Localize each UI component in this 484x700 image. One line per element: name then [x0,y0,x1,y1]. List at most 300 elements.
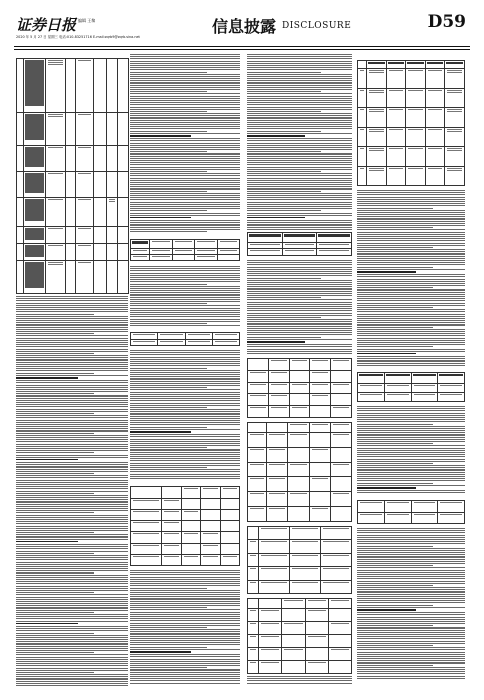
text-line [130,431,191,433]
text-line [357,583,465,584]
text-line [357,559,465,560]
text-line [247,89,352,90]
text-line [357,478,465,479]
text-line [16,495,128,496]
text-line [16,544,128,545]
text-line [130,93,240,94]
text-line [357,253,465,254]
text-line [130,164,240,165]
text-line [247,286,352,287]
text-line [16,404,128,405]
newspaper-logo: 证券日报 [16,16,77,34]
text-line [130,649,240,650]
text-line [357,465,465,466]
text-line [247,269,352,270]
text-line [247,140,352,141]
text-line [247,297,321,298]
text-line [357,329,465,330]
text-line [357,581,465,582]
text-line [130,319,240,320]
text-line [130,229,240,230]
text-line [357,454,465,455]
text-line [16,607,128,608]
text-line [357,469,465,470]
text-line [357,476,465,477]
text-line [357,619,465,620]
text-line [130,427,207,428]
text-line [130,460,240,461]
text-line [130,416,240,417]
text-line [130,104,240,105]
text-line [357,546,433,547]
text-line [247,98,352,99]
text-line [130,445,240,446]
text-line [16,628,128,629]
text-line [357,267,433,268]
text-line [130,321,240,322]
text-line [16,333,94,334]
text-line [16,391,128,392]
text-line [130,618,240,619]
text-line [357,292,465,293]
text-line [130,605,240,606]
text-line [357,271,416,273]
text-line [247,220,352,221]
text-line [130,447,207,448]
text-line [357,535,465,536]
text-line [357,623,465,624]
text-line [130,354,240,355]
text-line [247,65,352,66]
header-rule-thin [14,49,470,50]
text-line [130,350,240,351]
text-line [357,269,465,270]
text-line [247,111,321,112]
text-line [357,223,465,224]
text-line [130,577,240,578]
text-line [357,192,465,193]
text-line [247,351,352,352]
text-line [16,459,78,461]
text-line [130,143,240,144]
text-line [16,528,128,529]
text-line [16,368,128,369]
text-line [16,413,94,414]
text-line [16,577,128,578]
text-line [130,135,191,137]
text-line [130,443,240,444]
text-line [357,587,465,588]
text-line [357,609,416,611]
text-line [16,329,128,330]
text-line [130,636,240,637]
text-line [130,180,240,181]
text-line [130,74,240,75]
text-line [357,658,465,659]
text-line [16,353,94,354]
text-line [357,318,465,319]
text-line [247,206,352,207]
text-line [130,363,240,364]
text-line [247,160,352,161]
text-line [357,349,465,350]
text-line [247,113,352,114]
text-line [247,100,352,101]
text-line [247,74,352,75]
text-line [130,594,240,595]
text-line [247,683,352,684]
text-line [16,499,128,500]
text-line [357,612,465,613]
text-line [357,314,465,315]
masthead [14,12,470,48]
text-line [247,158,352,159]
text-line [130,288,240,289]
text-line [16,590,128,591]
text-line [130,616,240,617]
text-line [130,471,240,472]
text-line [357,448,465,449]
text-line [16,508,128,509]
text-line [16,530,128,531]
text-line [16,670,128,671]
text-line [247,120,352,121]
text-line [16,536,128,537]
text-line [247,313,352,314]
text-line [357,340,465,341]
text-line [247,124,352,125]
text-line [247,271,352,272]
text-line [16,355,128,356]
text-line [130,124,240,125]
text-line [247,147,352,148]
text-line [130,169,240,170]
text-line [16,296,128,297]
text-line [357,333,465,334]
table-column3-a [247,232,352,256]
text-line [357,570,465,571]
text-line [357,203,465,204]
text-line [16,559,128,560]
text-line [357,662,465,663]
text-line [130,217,191,219]
text-line [130,65,240,66]
text-line [357,485,465,486]
text-line [357,342,465,343]
text-line [247,339,352,340]
text-line [247,678,352,679]
text-line [130,378,240,379]
text-line [16,562,128,563]
text-line [130,199,240,200]
text-line [130,151,207,152]
text-line [247,69,352,70]
text-line [247,54,352,55]
text-line [357,537,465,538]
text-line [16,430,128,431]
text-line [357,641,465,642]
text-line [357,201,465,202]
text-line [130,197,240,198]
text-line [357,428,465,429]
text-line [357,307,433,308]
text-line [247,184,352,185]
text-line [357,567,465,568]
text-line [357,262,465,263]
text-line [130,191,207,192]
text-line [16,588,128,589]
text-line [247,280,352,281]
text-line [130,588,207,589]
text-line [130,128,240,129]
text-line [16,618,128,619]
text-line [16,324,128,325]
text-line [16,409,128,410]
text-line [130,389,240,390]
text-line [16,351,128,352]
text-line [357,294,465,295]
text-line [247,87,352,88]
text-line [357,472,465,473]
text-line [16,480,128,481]
text-line [130,204,240,205]
text-line [130,396,240,397]
text-line [16,635,128,636]
text-line [247,215,352,216]
text-line [357,327,433,328]
text-line [16,300,128,301]
text-line [130,308,240,309]
text-line [130,359,240,360]
text-line [16,681,128,682]
text-line [130,623,240,624]
text-line [16,639,128,640]
text-line [16,448,128,449]
text-line [130,383,240,384]
text-line [357,550,465,551]
text-line [130,413,240,414]
text-line [16,672,94,673]
text-line [357,281,465,282]
text-line [357,652,465,653]
text-line [16,357,128,358]
text-line [16,482,128,483]
text-line [130,76,240,77]
text-line [130,111,207,112]
text-line [130,69,240,70]
text-line [357,208,433,209]
text-line [16,349,128,350]
text-line [357,205,465,206]
text-line [357,660,465,661]
text-line [357,574,465,575]
text-line [16,497,128,498]
text-line [357,649,465,650]
text-line [130,284,207,285]
text-line [130,392,240,393]
text-line [16,316,128,317]
text-line [16,657,128,658]
text-line [357,578,465,579]
text-line [130,629,240,630]
text-line [357,554,465,555]
text-line [130,638,240,639]
text-line [16,665,128,666]
text-line [247,330,352,331]
section-title: 信息披露 [212,17,277,36]
text-line [357,532,465,533]
body-text-lines [130,570,240,686]
text-line [16,592,94,593]
text-line [16,557,128,558]
text-line [130,67,240,68]
text-line [247,178,352,179]
text-line [357,647,465,648]
text-line [357,530,465,531]
text-line [16,676,128,677]
text-line [357,585,433,586]
text-line [130,305,240,306]
text-line [130,352,240,353]
text-line [130,478,240,479]
text-line [130,456,240,457]
text-line [130,56,240,57]
text-line [16,504,128,505]
text-line [357,344,465,345]
text-line [357,591,465,592]
text-line [130,156,240,157]
text-line [16,426,128,427]
text-line [357,232,465,233]
text-line [247,128,352,129]
text-line [357,598,465,599]
text-line [130,96,240,97]
text-line [16,411,128,412]
text-line [247,308,352,309]
text-line [130,579,240,580]
text-line [16,534,128,535]
body-text-lines [357,406,465,496]
text-line [130,674,240,675]
text-line [247,332,352,333]
text-line [247,135,305,137]
body-text-lines [247,260,352,356]
text-line [247,680,352,681]
text-line [130,663,240,664]
text-line [247,182,352,183]
text-line [16,512,94,513]
text-line [16,452,94,453]
text-line [16,501,128,502]
text-line [357,316,465,317]
text-line [357,490,465,491]
text-line [16,599,128,600]
text-line [16,307,128,308]
text-line [357,358,465,359]
text-line [357,212,465,213]
text-line [357,437,465,438]
text-line [16,605,128,606]
table-column3-d [247,526,352,594]
text-line [130,147,240,148]
text-line [16,311,128,312]
text-line [247,169,352,170]
text-line [357,638,465,639]
text-line [130,368,207,369]
text-line [16,633,94,634]
text-line [130,109,240,110]
text-line [16,362,128,363]
text-line [247,302,352,303]
text-line [130,449,240,450]
text-line [357,676,465,677]
text-line [247,188,352,189]
text-line [357,225,465,226]
text-line [247,153,352,154]
text-line [130,405,240,406]
text-line [247,278,321,279]
text-line [130,469,240,470]
text-line [130,80,240,81]
text-line [357,245,465,246]
text-line [357,356,465,357]
table-column3-c [247,422,352,522]
text-line [130,424,240,425]
text-line [130,570,240,571]
text-line [16,340,128,341]
text-line [16,659,128,660]
text-line [247,85,352,86]
text-line [16,652,94,653]
text-line [130,631,240,632]
text-line [357,190,465,191]
text-line [247,175,352,176]
text-line [16,424,128,425]
text-line [130,420,240,421]
text-line [247,180,352,181]
text-line [357,487,416,489]
text-line [130,195,240,196]
text-line [130,665,240,666]
text-line [357,229,465,230]
text-line [130,620,240,621]
text-line [247,282,352,283]
text-line [247,213,352,214]
table-column4-b [357,372,465,402]
text-line [16,366,128,367]
text-line [16,398,128,399]
text-line [130,85,240,86]
text-line [357,256,465,257]
text-line [357,227,433,228]
text-line [16,630,128,631]
text-line [16,621,128,622]
text-line [16,566,128,567]
text-line [16,415,128,416]
text-line [16,572,94,573]
text-line [16,380,128,381]
text-line [16,322,128,323]
text-line [247,293,352,294]
text-line [247,275,352,276]
text-line [357,617,465,618]
text-line [247,224,352,225]
text-line [357,671,465,672]
text-line [247,78,352,79]
text-line [130,642,240,643]
text-line [130,268,240,269]
text-line [16,441,128,442]
